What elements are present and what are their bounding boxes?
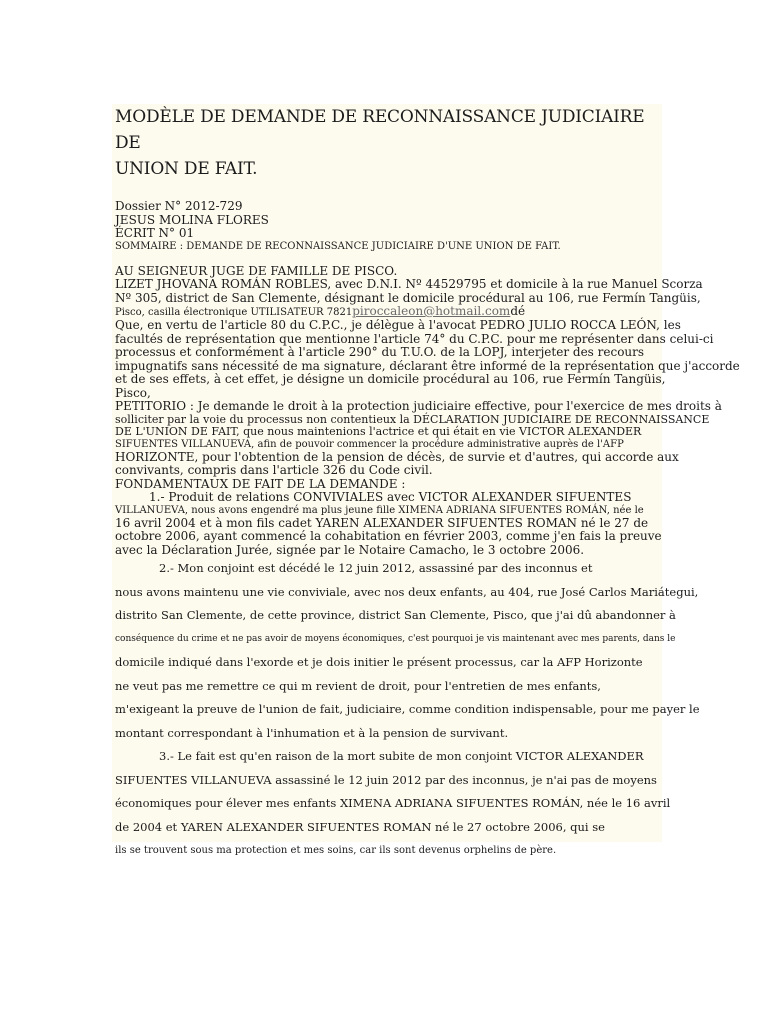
title-line-1: MODÈLE DE DEMANDE DE RECONNAISSANCE JUDICIAIRE DE: [115, 107, 645, 153]
petitorio-line: PETITORIO : Je demande le droit à la protection judiciaire effective, pour l'exercice de mes droits à: [115, 399, 722, 413]
dossier-number: Dossier N° 2012-729: [115, 199, 243, 213]
fait-2-3-section: [115, 557, 700, 863]
fait-3-line: de 2004 et YAREN ALEXANDER SIFUENTES ROMAN né le 27 octobre 2006, qui se: [115, 819, 605, 834]
fait-1-line: avec la Déclaration Jurée, signée par le Notaire Camacho, le 3 octobre 2006.: [115, 542, 585, 557]
intro-line: processus et conformément à l'article 290° du T.U.O. de la LOPJ, interjeter des recours: [115, 345, 645, 359]
fait-2-line: conséquence du crime et ne pas avoir de moyens économiques, c'est pourquoi je vis maintenant avec mes parents, dans le: [115, 633, 676, 644]
petitorio-line: convivants, compris dans l'article 326 du Code civil.: [115, 463, 433, 477]
fait-2-line: 2.- Mon conjoint est décédé le 12 juin 2012, assassiné par des inconnus et: [159, 561, 593, 575]
email-link[interactable]: piroccaleon@hotmail.com: [352, 304, 511, 318]
fait-3-line: économiques pour élever mes enfants XIMENA ADRIANA SIFUENTES ROMÁN, née le 16 avril: [115, 796, 671, 810]
intro-text: dé: [510, 304, 526, 318]
title-line-2: UNION DE FAIT.: [115, 159, 258, 179]
fait-2-line: domicile indiqué dans l'exorde et je dois initier le présent processus, car la AFP Horizonte: [115, 655, 643, 669]
addressee: AU SEIGNEUR JUGE DE FAMILLE DE PISCO.: [115, 263, 398, 278]
fait-2-line: m'exigeant la preuve de l'union de fait, judiciaire, comme condition indispensable, pour me payer le: [115, 702, 700, 716]
fait-1-line: octobre 2006, ayant commencé la cohabitation en février 2003, comme j'en fais la preuve: [115, 529, 662, 543]
intro-line: LIZET JHOVANA ROMÁN ROBLES, avec D.N.I. Nº 44529795 et domicile à la rue Manuel Scorza: [115, 277, 703, 291]
fondamentaux-title: FONDAMENTAUX DE FAIT DE LA DEMANDE :: [115, 476, 406, 491]
intro-line: et de ses effets, à cet effet, je désigne un domicile procédural au 106, rue Fermín Tangüis,: [115, 372, 666, 386]
intro-line: [115, 305, 656, 319]
intro-line: Que, en vertu de l'article 80 du C.P.C., je délègue à l'avocat PEDRO JULIO ROCCA LEÓN, les: [115, 318, 681, 332]
intro-line: Nº 305, district de San Clemente, désignant le domicile procédural au 106, rue Fermín Tangüis,: [115, 290, 701, 305]
petitorio-line: HORIZONTE, pour l'obtention de la pension de décès, de survie et d'autres, qui accorde aux: [115, 449, 679, 464]
fait-2-line: ne veut pas me remettre ce qui m revient de droit, pour l'entretien de mes enfants,: [115, 678, 601, 693]
sommaire: SOMMAIRE : DEMANDE DE RECONNAISSANCE JUDICIAIRE D'UNE UNION DE FAIT.: [115, 240, 561, 252]
fait-3-line: ils se trouvent sous ma protection et mes soins, car ils sont devenus orphelins de père.: [115, 845, 557, 856]
petitorio-line: solliciter par la voie du processus non contentieux la DÉCLARATION JUDICIAIRE DE RECONNAISSANCE: [115, 412, 710, 426]
fait-3-line: SIFUENTES VILLANUEVA assassiné le 12 juin 2012 par des inconnus, je n'ai pas de moyens: [115, 772, 657, 787]
party-name: JESUS MOLINA FLORES: [115, 212, 269, 227]
fait-1-line: 16 avril 2004 et à mon fils cadet YAREN ALEXANDER SIFUENTES ROMAN né le 27 de: [115, 515, 649, 530]
ecrit-number: ÉCRIT N° 01: [115, 226, 195, 240]
document-page: [112, 104, 740, 856]
intro-line: facultés de représentation que mentionne l'article 74° du C.P.C. pour me représenter dans celui-ci: [115, 331, 714, 346]
fait-1-line: 1.- Produit de relations CONVIVIALES avec VICTOR ALEXANDER SIFUENTES: [149, 490, 632, 504]
fait-1-line: VILLANUEVA, nous avons engendré ma plus jeune fille XIMENA ADRIANA SIFUENTES ROMÁN, née le: [115, 504, 644, 516]
intro-line: Pisco,: [115, 385, 151, 400]
fait-3-line: 3.- Le fait est qu'en raison de la mort subite de mon conjoint VICTOR ALEXANDER: [159, 749, 644, 763]
petitorio-line: SIFUENTES VILLANUEVA, afin de pouvoir commencer la procédure administrative auprès de l'AFP: [115, 438, 624, 450]
fait-2-line: nous avons maintenu une vie conviviale, avec nos deux enfants, au 404, rue José Carlos Mariátegui,: [115, 584, 699, 599]
intro-text: Pisco, casilla électronique UTILISATEUR 7821: [115, 307, 353, 318]
intro-line: impugnatifs sans nécessité de ma signature, déclarant être informé de la représentation que j'accorde: [115, 358, 740, 373]
fait-2-line: distrito San Clemente, de cette province, district San Clemente, Pisco, que j'ai dû abandonner à: [115, 608, 676, 622]
document-title: [115, 104, 656, 182]
fait-2-line: montant correspondant à l'inhumation et à la pension de survivant.: [115, 725, 509, 740]
petitorio-line: DE L'UNION DE FAIT, que nous maintenions l'actrice et qui était en vie VICTOR ALEXANDER: [115, 425, 642, 438]
